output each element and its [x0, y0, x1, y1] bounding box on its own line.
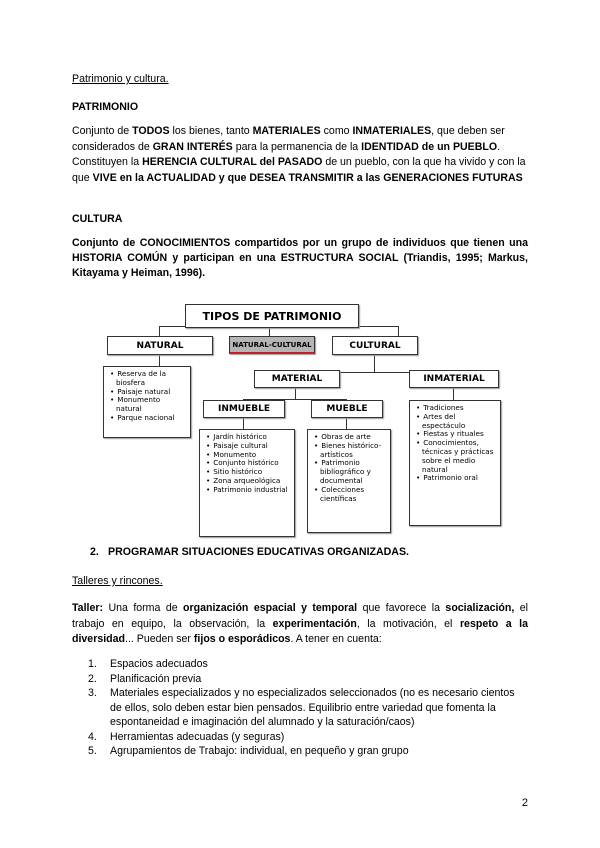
- material-box: MATERIAL: [254, 370, 340, 388]
- talleres-heading: Talleres y rincones.: [72, 575, 163, 587]
- list-item: • Jardín histórico: [204, 433, 290, 442]
- tipos-patrimonio-diagram: [97, 300, 507, 545]
- list-item: 3. Materiales especializados y no especializados seleccionados (no es necesario cientos de ellos, solo deben estar bien pensados. Equilibrio entre variedad que fomenta la espontaneidad e imaginación del alumnado y la saturación/caos): [88, 687, 515, 728]
- list-item: • Monumento natural: [108, 396, 186, 414]
- list-item: • Paisaje cultural: [204, 442, 290, 451]
- connector-inmaterial-items: [453, 390, 454, 400]
- list-item: 4. Herramientas adecuadas (y seguras): [88, 730, 285, 743]
- connector-natural-items: [159, 354, 160, 366]
- inmaterial-items-list: [409, 400, 501, 526]
- list-item: • Colecciones científicas: [312, 486, 386, 504]
- list-item: • Monumento: [204, 451, 290, 460]
- list-item: • Patrimonio industrial: [204, 486, 290, 495]
- page-number: 2: [521, 797, 528, 809]
- list-item: • Bienes histórico-artísticos: [312, 442, 386, 460]
- list-item: • Tradiciones: [414, 404, 496, 413]
- list-item: 2. Planificación previa: [88, 672, 202, 685]
- diagram-title: TIPOS DE PATRIMONIO: [185, 304, 359, 328]
- list-item: • Reserva de la biosfera: [108, 370, 186, 388]
- connector-mueble-items: [346, 417, 347, 429]
- list-item: • Patrimonio bibliográfico y documental: [312, 459, 386, 485]
- list-item: • Sitio histórico: [204, 468, 290, 477]
- connector-cultural-down: [374, 354, 375, 372]
- inmaterial-box: INMATERIAL: [409, 370, 499, 388]
- list-item: • Patrimonio oral: [414, 474, 496, 483]
- cultural-box: CULTURAL: [332, 336, 418, 355]
- section-heading: Patrimonio y cultura.: [72, 73, 169, 85]
- natural-items-list: [103, 366, 191, 438]
- list-item: • Fiestas y rituales: [414, 430, 496, 439]
- list-item: • Parque nacional: [108, 414, 186, 423]
- list-item: • Obras de arte: [312, 433, 386, 442]
- natural-box: NATURAL: [107, 336, 213, 355]
- list-item: • Conjunto histórico: [204, 459, 290, 468]
- list-item: • Zona arqueológica: [204, 477, 290, 486]
- inmueble-box: INMUEBLE: [203, 400, 285, 418]
- list-item: • Conocimientos, técnicas y prácticas sobre el medio natural: [414, 439, 496, 474]
- taller-paragraph: Taller: Una forma de organización espacial y temporal que favorece la socialización, el trabajo en equipo, la observación, la experimentación, la motivación, el respeto a la diversidad... Pueden ser fijos o esporádicos. A tener en cuenta:: [72, 602, 528, 645]
- taller-list: [88, 657, 528, 759]
- natural-cultural-box: NATURAL-CULTURAL: [229, 336, 315, 354]
- mueble-items-list: [307, 429, 391, 533]
- list-item: 1. Espacios adecuados: [88, 658, 208, 670]
- list-item: 5. Agrupamientos de Trabajo: individual, en pequeño y gran grupo: [88, 745, 409, 757]
- list-item: • Paisaje natural: [108, 388, 186, 397]
- mueble-box: MUEBLE: [311, 400, 383, 418]
- patrimonio-title: PATRIMONIO: [72, 101, 139, 113]
- cultura-title: CULTURA: [72, 213, 123, 225]
- list-item: • Artes del espectáculo: [414, 413, 496, 431]
- section2-heading: 2. PROGRAMAR SITUACIONES EDUCATIVAS ORGANIZADAS.: [90, 546, 409, 558]
- patrimonio-paragraph: Conjunto de TODOS los bienes, tanto MATERIALES como INMATERIALES, que deben ser considerados de GRAN INTERÉS para la permanencia de la IDENTIDAD de un PUEBLO. Constituyen la HERENCIA CULTURAL del PASADO de un pueblo, con la que ha vivido y con la que VIVE en la ACTUALIDAD y que DESEA TRANSMITIR a las GENERACIONES FUTURAS: [72, 125, 526, 184]
- connector-inmueble-items: [243, 417, 244, 429]
- cultura-paragraph: Conjunto de CONOCIMIENTOS compartidos por un grupo de individuos que tienen una HISTORIA COMÚN y participan en una ESTRUCTURA SOCIAL (Triandis, 1995; Markus, Kitayama y Heiman, 1996).: [72, 237, 528, 279]
- inmueble-items-list: [199, 429, 295, 537]
- connector-material-down: [295, 387, 296, 399]
